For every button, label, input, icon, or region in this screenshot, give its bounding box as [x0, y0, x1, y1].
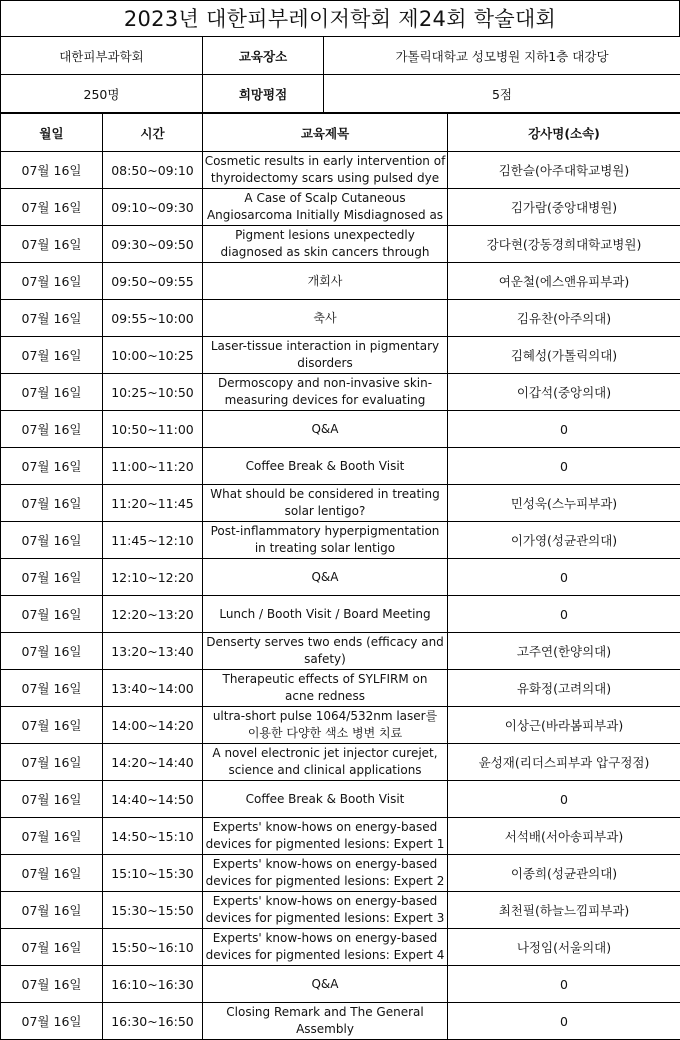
session-title-line: Coffee Break & Booth Visit [245, 791, 405, 806]
session-title [203, 670, 448, 707]
table-row [1, 966, 680, 1003]
session-title-line: Experts' know-hows on energy-based [212, 857, 438, 871]
session-title [203, 485, 448, 522]
table-row [1, 300, 680, 337]
session-date: 07월 16일 [1, 966, 103, 1003]
session-time: 15:10~15:30 [103, 855, 203, 892]
table-row [1, 263, 680, 300]
info-table [0, 36, 680, 113]
session-date: 07월 16일 [1, 744, 103, 781]
session-title-line: Pigment lesions unexpectedly [235, 228, 415, 242]
table-row [1, 411, 680, 448]
session-time: 14:40~14:50 [103, 781, 203, 818]
session-title-line: ultra-short pulse 1064/532nm laser를 [212, 709, 438, 723]
session-date: 07월 16일 [1, 152, 103, 189]
session-title [203, 263, 448, 300]
session-title [203, 892, 448, 929]
sessions-table [0, 113, 680, 1040]
session-date: 07월 16일 [1, 337, 103, 374]
capacity-cell: 250명 [1, 75, 203, 113]
table-row [1, 522, 680, 559]
session-title-line: Experts' know-hows on energy-based [212, 820, 438, 834]
info-row-venue [1, 37, 680, 75]
session-title-line: What should be considered in treating [210, 487, 440, 501]
header-title: 교육제목 [203, 114, 448, 152]
info-row-credit [1, 75, 680, 113]
table-row [1, 670, 680, 707]
session-time: 09:30~09:50 [103, 226, 203, 263]
session-title-line: Angiosarcoma Initially Misdiagnosed as [206, 208, 444, 222]
table-row [1, 374, 680, 411]
session-date: 07월 16일 [1, 448, 103, 485]
session-title [203, 522, 448, 559]
session-time: 09:10~09:30 [103, 189, 203, 226]
session-speaker: 김가람(중앙대병원) [448, 189, 680, 226]
table-row [1, 929, 680, 966]
session-title [203, 707, 448, 744]
sessions-body [1, 152, 680, 1040]
document-title: 2023년 대한피부레이저학회 제24회 학술대회 [0, 0, 680, 36]
session-speaker: 0 [448, 411, 680, 448]
session-title-line: devices for pigmented lesions: Expert 1 [205, 837, 445, 851]
session-speaker: 강다현(강동경희대학교병원) [448, 226, 680, 263]
session-title-line: in treating solar lentigo [254, 541, 396, 555]
session-date: 07월 16일 [1, 559, 103, 596]
session-speaker: 김한슬(아주대학교병원) [448, 152, 680, 189]
table-row [1, 744, 680, 781]
session-date: 07월 16일 [1, 781, 103, 818]
session-title-line: Closing Remark and The General [226, 1005, 424, 1019]
session-title-line: devices for pigmented lesions: Expert 2 [205, 874, 445, 888]
session-title [203, 448, 448, 485]
session-title-line: measuring devices for evaluating [224, 393, 426, 407]
table-row [1, 485, 680, 522]
table-row [1, 855, 680, 892]
session-title [203, 337, 448, 374]
session-title-line: Dermoscopy and non-invasive skin- [217, 376, 433, 390]
table-row [1, 226, 680, 263]
session-date: 07월 16일 [1, 485, 103, 522]
session-date: 07월 16일 [1, 596, 103, 633]
session-title-line: 이용한 다양한 색소 병변 치료 [247, 726, 403, 740]
session-title-line: devices for pigmented lesions: Expert 4 [205, 948, 445, 962]
session-date: 07월 16일 [1, 670, 103, 707]
table-row [1, 448, 680, 485]
session-title [203, 596, 448, 633]
session-title [203, 189, 448, 226]
table-row [1, 818, 680, 855]
session-speaker: 이갑석(중앙의대) [448, 374, 680, 411]
table-row [1, 152, 680, 189]
credit-cell: 5점 [324, 75, 680, 113]
session-title [203, 374, 448, 411]
session-time: 16:10~16:30 [103, 966, 203, 1003]
session-date: 07월 16일 [1, 707, 103, 744]
session-speaker: 서석배(서아송피부과) [448, 818, 680, 855]
session-title-line: Cosmetic results in early intervention of [204, 154, 446, 168]
table-row [1, 892, 680, 929]
session-title-line: disorders [297, 356, 353, 370]
session-date: 07월 16일 [1, 189, 103, 226]
credit-label: 희망평점 [203, 75, 324, 113]
session-title [203, 744, 448, 781]
session-speaker: 0 [448, 559, 680, 596]
session-title [203, 300, 448, 337]
header-date: 월일 [1, 114, 103, 152]
session-title [203, 633, 448, 670]
session-title-line: Q&A [311, 569, 339, 584]
session-time: 11:45~12:10 [103, 522, 203, 559]
session-date: 07월 16일 [1, 1003, 103, 1040]
session-title-line: Coffee Break & Booth Visit [245, 458, 405, 473]
session-speaker: 고주연(한양의대) [448, 633, 680, 670]
session-date: 07월 16일 [1, 411, 103, 448]
session-speaker: 0 [448, 1003, 680, 1040]
table-row [1, 1003, 680, 1040]
table-row [1, 189, 680, 226]
session-date: 07월 16일 [1, 522, 103, 559]
session-date: 07월 16일 [1, 633, 103, 670]
session-title-line: Denserty serves two ends (efficacy and [206, 635, 444, 649]
session-time: 15:30~15:50 [103, 892, 203, 929]
session-title [203, 818, 448, 855]
session-title [203, 411, 448, 448]
session-time: 09:55~10:00 [103, 300, 203, 337]
session-speaker: 유화정(고려의대) [448, 670, 680, 707]
table-row [1, 781, 680, 818]
session-speaker: 이가영(성균관의대) [448, 522, 680, 559]
session-title-line: Lunch / Booth Visit / Board Meeting [219, 606, 431, 621]
session-time: 09:50~09:55 [103, 263, 203, 300]
session-time: 08:50~09:10 [103, 152, 203, 189]
session-title [203, 966, 448, 1003]
session-speaker: 0 [448, 448, 680, 485]
session-time: 11:20~11:45 [103, 485, 203, 522]
table-row [1, 337, 680, 374]
session-title [203, 559, 448, 596]
session-title-line: safety) [304, 652, 346, 666]
session-title-line: Therapeutic effects of SYLFIRM on [222, 672, 428, 686]
session-date: 07월 16일 [1, 226, 103, 263]
session-time: 12:20~13:20 [103, 596, 203, 633]
session-date: 07월 16일 [1, 818, 103, 855]
table-row [1, 596, 680, 633]
session-title-line: Experts' know-hows on energy-based [212, 894, 438, 908]
session-time: 10:00~10:25 [103, 337, 203, 374]
header-time: 시간 [103, 114, 203, 152]
session-title-line: science and clinical applications [228, 763, 422, 777]
session-title [203, 152, 448, 189]
session-speaker: 윤성재(리더스피부과 압구정점) [448, 744, 680, 781]
session-speaker: 김혜성(가톨릭의대) [448, 337, 680, 374]
session-title-line: A Case of Scalp Cutaneous [244, 191, 406, 205]
session-time: 14:20~14:40 [103, 744, 203, 781]
session-date: 07월 16일 [1, 929, 103, 966]
session-title [203, 929, 448, 966]
session-speaker: 김유찬(아주의대) [448, 300, 680, 337]
session-title-line: Experts' know-hows on energy-based [212, 931, 438, 945]
organizer-cell: 대한피부과학회 [1, 37, 203, 75]
table-header-row [1, 114, 680, 152]
session-title-line: 축사 [313, 310, 337, 325]
session-speaker: 이종희(성균관의대) [448, 855, 680, 892]
session-time: 16:30~16:50 [103, 1003, 203, 1040]
session-title-line: thyroidectomy scars using pulsed dye [210, 171, 440, 185]
session-speaker: 민성욱(스누피부과) [448, 485, 680, 522]
table-row [1, 707, 680, 744]
table-row [1, 633, 680, 670]
session-date: 07월 16일 [1, 892, 103, 929]
session-title [203, 226, 448, 263]
session-time: 10:50~11:00 [103, 411, 203, 448]
session-title-line: acne redness [285, 689, 365, 703]
session-title-line: Post-inflammatory hyperpigmentation [210, 524, 440, 538]
session-title-line: Laser-tissue interaction in pigmentary [210, 339, 440, 353]
session-title-line: solar lentigo? [284, 504, 366, 518]
session-title-line: devices for pigmented lesions: Expert 3 [205, 911, 445, 925]
session-title-line: 개회사 [307, 273, 343, 288]
session-time: 14:50~15:10 [103, 818, 203, 855]
session-date: 07월 16일 [1, 855, 103, 892]
session-speaker: 0 [448, 966, 680, 1003]
venue-label: 교육장소 [203, 37, 324, 75]
session-date: 07월 16일 [1, 300, 103, 337]
session-date: 07월 16일 [1, 263, 103, 300]
session-time: 13:40~14:00 [103, 670, 203, 707]
session-speaker: 나정임(서울의대) [448, 929, 680, 966]
header-speaker: 강사명(소속) [448, 114, 680, 152]
venue-cell: 가톨릭대학교 성모병원 지하1층 대강당 [324, 37, 680, 75]
session-title [203, 781, 448, 818]
session-time: 13:20~13:40 [103, 633, 203, 670]
session-title-line: A novel electronic jet injector curejet, [212, 746, 438, 760]
session-title-line: Q&A [311, 421, 339, 436]
session-time: 12:10~12:20 [103, 559, 203, 596]
session-speaker: 0 [448, 781, 680, 818]
session-title [203, 1003, 448, 1040]
session-time: 14:00~14:20 [103, 707, 203, 744]
session-time: 10:25~10:50 [103, 374, 203, 411]
session-speaker: 0 [448, 596, 680, 633]
session-speaker: 이상근(바라봄피부과) [448, 707, 680, 744]
table-row [1, 559, 680, 596]
session-time: 15:50~16:10 [103, 929, 203, 966]
session-title-line: Assembly [296, 1022, 354, 1036]
session-title-line: Q&A [311, 976, 339, 991]
session-title [203, 855, 448, 892]
session-speaker: 여운철(에스앤유피부과) [448, 263, 680, 300]
session-date: 07월 16일 [1, 374, 103, 411]
session-title-line: diagnosed as skin cancers through [220, 245, 430, 259]
session-time: 11:00~11:20 [103, 448, 203, 485]
session-speaker: 최천필(하늘느낌피부과) [448, 892, 680, 929]
